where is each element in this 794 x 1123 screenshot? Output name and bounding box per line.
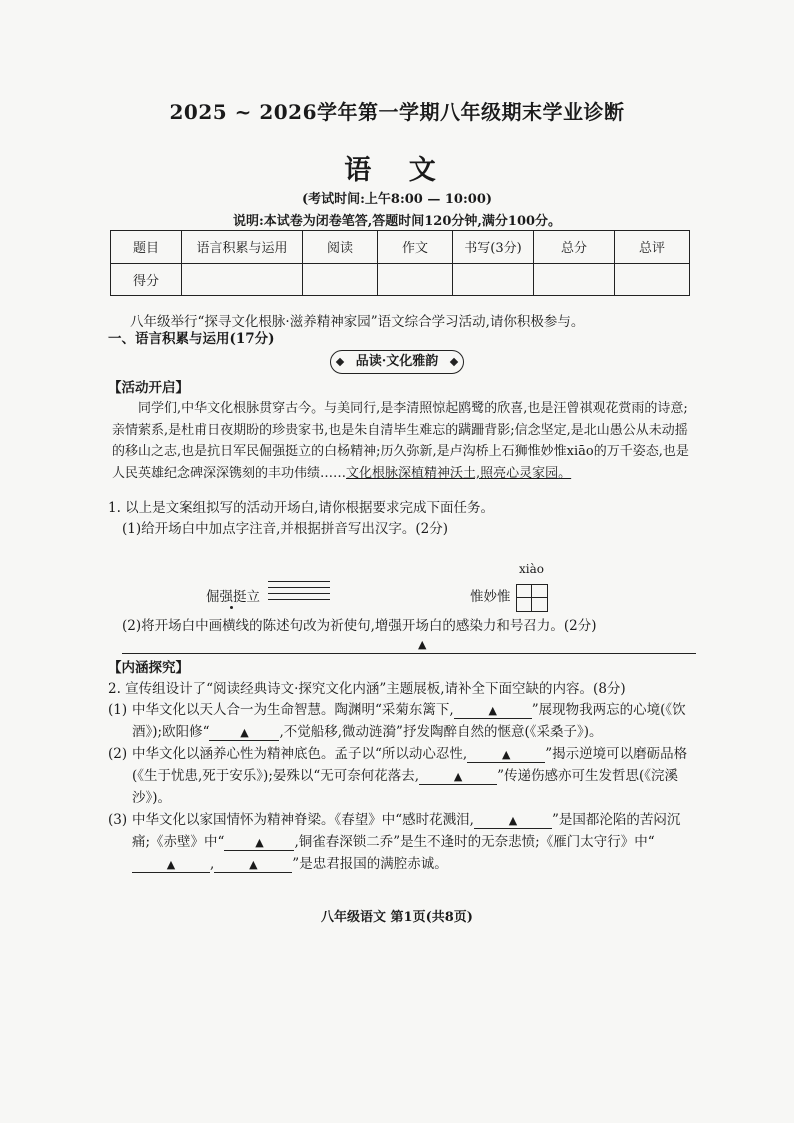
score-cell[interactable]: [182, 263, 303, 296]
word-jue-qiang: 倔强挺立: [206, 589, 260, 605]
character-answer-box[interactable]: [516, 584, 548, 612]
passage-underlined-sentence: 文化根脉深植精神沃土,照亮心灵家园。: [346, 465, 572, 481]
fill-blank[interactable]: ▲: [454, 704, 532, 719]
score-header-cell: 作文: [378, 231, 453, 264]
score-header-cell: 阅读: [303, 231, 378, 264]
passage-text: 同学们,中华文化根脉贯穿古今。与美同行,是李清照惊起鸥鹭的欣喜,也是汪曾祺观花赏雨的诗意;亲情萦系,是杜甫日夜期盼的珍贵家书,也是朱自清毕生难忘的蹒跚背影;信念坚定,是北山愚公从未动摇的移山之志,也是抗日军民倔强挺立的白杨精神;历久弥新,是卢沟桥上石狮惟妙惟xiāo的万千姿态,也是人民英雄纪念碑深深镌刻的丰功伟绩……: [112, 401, 689, 481]
fill-blank[interactable]: ▲: [474, 814, 552, 829]
word-with-dot: [206, 586, 260, 608]
question-2-2: (2) 中华文化以涵养心性为精神底色。孟子以“所以动心忍性, ▲ ”揭示逆境可以磨砺品格(《生于忧患,死于安乐》);晏殊以“无可奈何花落去, ▲ ”传递伤感亦可生发哲思(《浣溪沙》)。: [108, 746, 688, 806]
fill-blank[interactable]: ▲: [467, 748, 545, 763]
activity-intro: 八年级举行“探寻文化根脉·滋养精神家园”语文综合学习活动,请你积极参与。: [130, 314, 585, 330]
score-header-cell: 语言积累与运用: [182, 231, 303, 264]
fill-blank[interactable]: ▲: [214, 858, 292, 873]
score-table-score-row: [111, 263, 690, 296]
score-cell[interactable]: [303, 263, 378, 296]
fill-blank[interactable]: ▲: [132, 858, 210, 873]
answer-mark: ▲: [418, 638, 427, 651]
score-header-cell: 总分: [534, 231, 615, 264]
exam-instructions: 说明:本试卷为闭卷笔答,答题时间120分钟,满分100分。: [232, 214, 562, 229]
score-header-cell: 书写(3分): [453, 231, 534, 264]
question-2-3: (3) 中华文化以家国情怀为精神脊梁。《春望》中“感时花溅泪, ▲ ”是国都沦陷的苦闷沉痛;《赤壁》中“ ▲ ,铜雀春深锁二乔”是生不逢时的无奈悲愤;《雁门太守行》中“▲ , ▲ ”是忠君报国的满腔赤诚。: [108, 812, 681, 872]
section-banner: 品读·文化雅韵: [330, 350, 464, 374]
score-table-header-row: [111, 231, 690, 264]
section-label-explore: 【内涵探究】: [108, 660, 189, 676]
pinyin-answer-lines[interactable]: [268, 581, 330, 605]
subject-title: 语 文: [344, 155, 450, 186]
question-1-2: (2)将开场白中画横线的陈述句改为祈使句,增强开场白的感染力和号召力。(2分): [122, 618, 597, 634]
question-2: 2. 宣传组设计了“阅读经典诗文·探究文化内涵”主题展板,请补全下面空缺的内容。(8分): [108, 681, 626, 697]
score-table: [110, 230, 690, 296]
fill-blank[interactable]: ▲: [209, 726, 279, 741]
section-heading: 一、语言积累与运用(17分): [108, 331, 275, 347]
question-1-1: (1)给开场白中加点字注音,并根据拼音写出汉字。(2分): [122, 521, 449, 537]
score-header-cell: 总评: [615, 231, 690, 264]
opening-passage: [112, 398, 698, 484]
exam-title: 2025 ~ 2026学年第一学期八年级期末学业诊断: [169, 100, 625, 124]
question-1: 1. 以上是文案组拟写的活动开场白,请你根据要求完成下面任务。: [108, 500, 494, 516]
exam-time: (考试时间:上午8:00 — 10:00): [301, 192, 493, 207]
fill-blank[interactable]: ▲: [419, 770, 497, 785]
score-header-cell: 题目: [111, 231, 182, 264]
question-2-1: (1) 中华文化以天人合一为生命智慧。陶渊明“采菊东篱下, ▲ ”展现物我两忘的心境(《饮酒》);欧阳修“ ▲ ,不觉船移,微动涟漪”抒发陶醉自然的惬意(《采桑子》)。: [108, 702, 686, 740]
score-cell[interactable]: [378, 263, 453, 296]
score-cell[interactable]: [615, 263, 690, 296]
pinyin-xiao: xiào: [519, 562, 544, 576]
answer-line[interactable]: [122, 653, 696, 654]
question-2-items: [108, 699, 698, 875]
score-cell[interactable]: [534, 263, 615, 296]
activity-label: 【活动开启】: [108, 380, 189, 396]
word-wei-miao-wei: 惟妙惟: [470, 589, 511, 605]
fill-blank[interactable]: ▲: [224, 836, 294, 851]
page-footer: 八年级语文 第1页(共8页): [321, 910, 473, 925]
score-row-label: 得分: [111, 263, 182, 296]
score-cell[interactable]: [453, 263, 534, 296]
